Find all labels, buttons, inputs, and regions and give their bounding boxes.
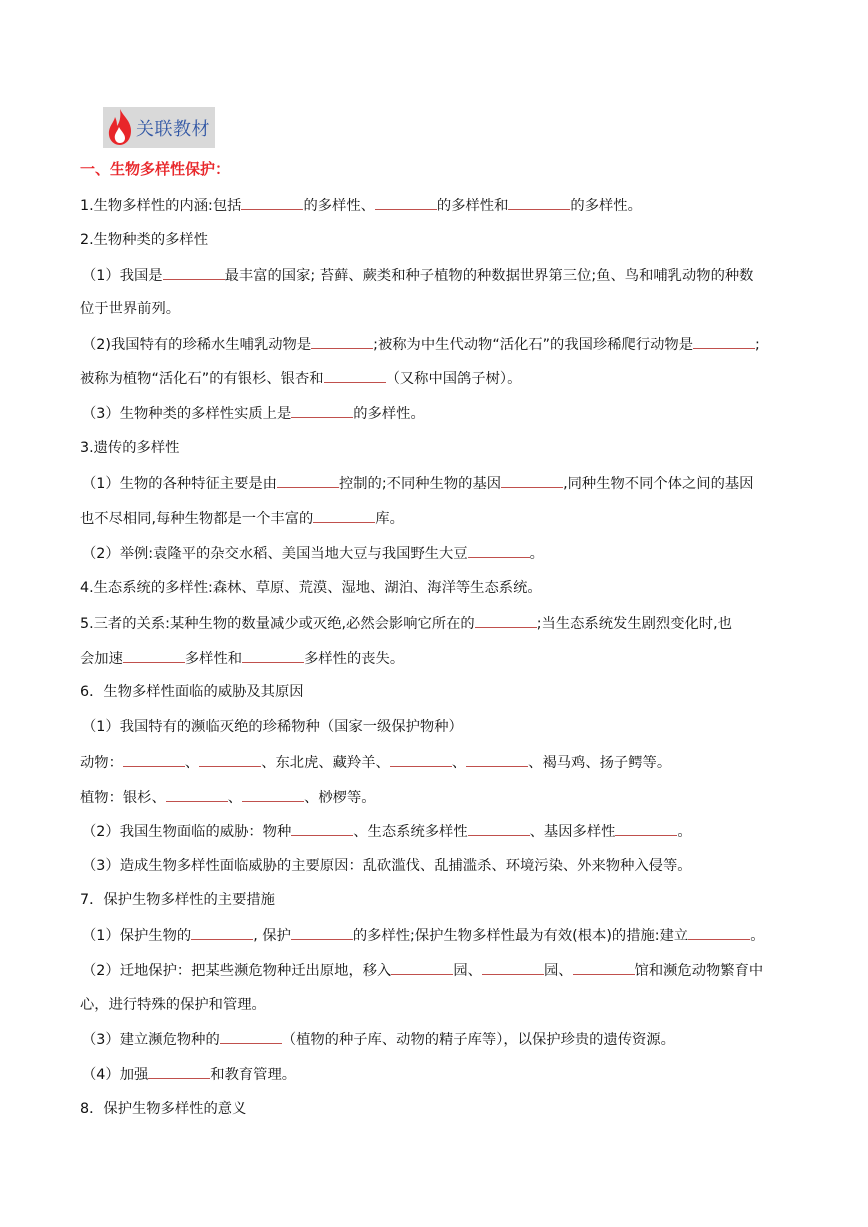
text-segment: 6．生物多样性面临的威胁及其原因 bbox=[80, 684, 304, 700]
fill-blank bbox=[291, 403, 353, 418]
text-line-12 bbox=[80, 578, 542, 598]
text-line-13 bbox=[80, 613, 732, 634]
fill-blank bbox=[693, 334, 755, 349]
fill-blank bbox=[573, 960, 635, 975]
text-segment: 5.三者的关系:某种生物的数量减少或灭绝,必然会影响它所在的 bbox=[80, 616, 475, 632]
text-segment: 、 bbox=[227, 790, 243, 806]
text-segment: （2)我国特有的珍稀水生哺乳动物是 bbox=[82, 337, 312, 353]
text-segment: 8．保护生物多样性的意义 bbox=[80, 1101, 247, 1117]
fill-blank bbox=[324, 368, 386, 383]
text-segment: 。 bbox=[750, 928, 765, 944]
related-textbook-badge bbox=[103, 107, 215, 148]
text-segment: 库。 bbox=[375, 511, 404, 527]
text-segment: 的多样性。 bbox=[570, 198, 642, 214]
text-segment: 、桫椤等。 bbox=[304, 790, 376, 806]
text-line-14 bbox=[80, 648, 404, 669]
text-segment: （植物的种子库、动物的精子库等），以保护珍贵的遗传资源。 bbox=[281, 1032, 675, 1048]
text-segment: 2.生物种类的多样性 bbox=[80, 232, 209, 248]
text-segment: 。 bbox=[529, 546, 544, 562]
text-segment: 4.生态系统的多样性:森林、草原、荒漠、湿地、湖泊、海洋等生态系统。 bbox=[80, 580, 542, 596]
text-segment: 的多样性。 bbox=[353, 406, 425, 422]
text-line-21 bbox=[80, 890, 275, 910]
text-segment: （3）生物种类的多样性实质上是 bbox=[82, 406, 292, 422]
text-segment: 、东北虎、藏羚羊、 bbox=[261, 755, 390, 771]
text-segment: 多样性的丧失。 bbox=[304, 651, 405, 667]
fill-blank bbox=[163, 265, 225, 280]
text-segment: （2）我国生物面临的威胁：物种 bbox=[82, 824, 292, 840]
text-segment: 、基因多样性 bbox=[529, 824, 616, 840]
text-segment: （1）我国是 bbox=[82, 268, 163, 284]
text-segment: 最丰富的国家; 苔藓、蕨类和种子植物的种数据世界第三位;鱼、鸟和哺乳动物的种数 bbox=[224, 268, 754, 284]
fill-blank bbox=[501, 473, 563, 488]
text-segment: 心，进行特殊的保护和管理。 bbox=[80, 997, 266, 1013]
section-title: 一、生物多样性保护： bbox=[80, 160, 231, 178]
text-segment: （又称中国鸽子树）。 bbox=[385, 371, 522, 387]
text-line-26 bbox=[82, 1064, 296, 1085]
text-line-15 bbox=[80, 682, 304, 702]
text-segment: （1）我国特有的濒临灭绝的珍稀物种（国家一级保护物种） bbox=[82, 719, 463, 735]
text-segment: 、 bbox=[184, 755, 200, 771]
text-line-27 bbox=[80, 1099, 246, 1119]
fill-blank bbox=[291, 925, 353, 940]
text-segment: （4）加强 bbox=[82, 1067, 149, 1083]
text-segment: 动物： bbox=[80, 755, 123, 771]
text-line-8 bbox=[80, 438, 179, 458]
text-segment: 、褐马鸡、扬子鳄等。 bbox=[528, 755, 672, 771]
text-segment: 园、 bbox=[453, 963, 482, 979]
fill-blank bbox=[508, 195, 570, 210]
text-segment: 的多样性、 bbox=[303, 198, 375, 214]
fill-blank bbox=[123, 752, 185, 767]
text-segment: 控制的;不同种生物的基因 bbox=[338, 476, 502, 492]
text-segment: ; bbox=[755, 337, 760, 353]
text-line-24 bbox=[80, 995, 266, 1015]
fill-blank bbox=[390, 752, 452, 767]
text-segment: 3.遗传的多样性 bbox=[80, 440, 180, 456]
text-segment: 和教育管理。 bbox=[210, 1067, 297, 1083]
fill-blank bbox=[220, 1029, 282, 1044]
text-segment: 、生态系统多样性 bbox=[353, 824, 468, 840]
text-line-19 bbox=[82, 821, 692, 842]
fill-blank bbox=[313, 508, 375, 523]
text-segment: 多样性和 bbox=[184, 651, 243, 667]
text-line-1 bbox=[80, 195, 642, 216]
fill-blank bbox=[688, 925, 750, 940]
text-segment: 1.生物多样性的内涵:包括 bbox=[80, 198, 242, 214]
text-line-25 bbox=[82, 1029, 675, 1050]
text-line-3 bbox=[82, 265, 753, 286]
fill-blank bbox=[375, 195, 437, 210]
text-line-22 bbox=[82, 925, 765, 946]
text-segment: （2）迁地保护：把某些濒危物种迁出原地，移入 bbox=[82, 963, 392, 979]
fill-blank bbox=[291, 821, 353, 836]
text-segment: 的多样性;保护生物多样性最为有效(根本)的措施:建立 bbox=[352, 928, 689, 944]
fill-blank bbox=[242, 787, 304, 802]
text-segment: 园、 bbox=[543, 963, 573, 979]
fill-blank bbox=[468, 821, 530, 836]
text-segment: 的多样性和 bbox=[436, 198, 509, 214]
text-line-17 bbox=[80, 752, 671, 773]
badge-label: 关联教材 bbox=[136, 119, 210, 140]
text-segment: ,同种生物不同个体之间的基因 bbox=[563, 476, 754, 492]
text-segment: ;被称为中生代动物“活化石”的我国珍稀爬行动物是 bbox=[373, 337, 694, 353]
text-segment: 会加速 bbox=[80, 651, 123, 667]
fill-blank bbox=[241, 195, 303, 210]
text-segment: 、 bbox=[451, 755, 467, 771]
fill-blank bbox=[123, 648, 185, 663]
text-segment: 。 bbox=[677, 824, 692, 840]
fill-blank bbox=[191, 925, 253, 940]
fill-blank bbox=[311, 334, 373, 349]
text-line-10 bbox=[80, 508, 404, 529]
text-line-6 bbox=[80, 368, 521, 389]
fill-blank bbox=[615, 821, 677, 836]
fill-blank bbox=[199, 752, 261, 767]
fill-blank bbox=[482, 960, 544, 975]
fill-blank bbox=[277, 473, 339, 488]
text-line-16 bbox=[82, 717, 463, 737]
text-line-5 bbox=[82, 334, 760, 355]
text-line-4 bbox=[80, 299, 180, 319]
flame-icon bbox=[105, 108, 135, 146]
text-segment: （1）保护生物的 bbox=[82, 928, 192, 944]
text-line-2 bbox=[80, 230, 208, 250]
text-line-23 bbox=[82, 960, 763, 981]
fill-blank bbox=[466, 752, 528, 767]
text-segment: （1）生物的各种特征主要是由 bbox=[82, 476, 277, 492]
fill-blank bbox=[475, 613, 537, 628]
text-segment: 也不尽相同,每种生物都是一个丰富的 bbox=[80, 511, 314, 527]
text-segment: 被称为植物“活化石”的有银杉、银杏和 bbox=[80, 371, 324, 387]
text-segment: 位于世界前列。 bbox=[80, 301, 181, 317]
text-line-20 bbox=[82, 856, 692, 876]
text-segment: 7．保护生物多样性的主要措施 bbox=[80, 892, 275, 908]
text-segment: （3）建立濒危物种的 bbox=[82, 1032, 220, 1048]
fill-blank bbox=[148, 1064, 210, 1079]
fill-blank bbox=[391, 960, 453, 975]
text-line-7 bbox=[82, 403, 425, 424]
text-line-9 bbox=[82, 473, 753, 494]
text-segment: 馆和濒危动物繁育中 bbox=[634, 963, 764, 979]
text-segment: （2）举例:袁隆平的杂交水稻、美国当地大豆与我国野生大豆 bbox=[82, 546, 468, 562]
fill-blank bbox=[468, 543, 530, 558]
text-segment: , 保护 bbox=[253, 928, 291, 944]
text-line-11 bbox=[82, 543, 544, 564]
fill-blank bbox=[242, 648, 304, 663]
text-segment: ;当生态系统发生剧烈变化时,也 bbox=[536, 616, 732, 632]
text-line-18 bbox=[80, 787, 376, 808]
fill-blank bbox=[166, 787, 228, 802]
text-segment: （3）造成生物多样性面临威胁的主要原因：乱砍滥伐、乱捕滥杀、环境污染、外来物种入侵等。 bbox=[82, 858, 692, 874]
text-segment: 植物：银杉、 bbox=[80, 790, 166, 806]
